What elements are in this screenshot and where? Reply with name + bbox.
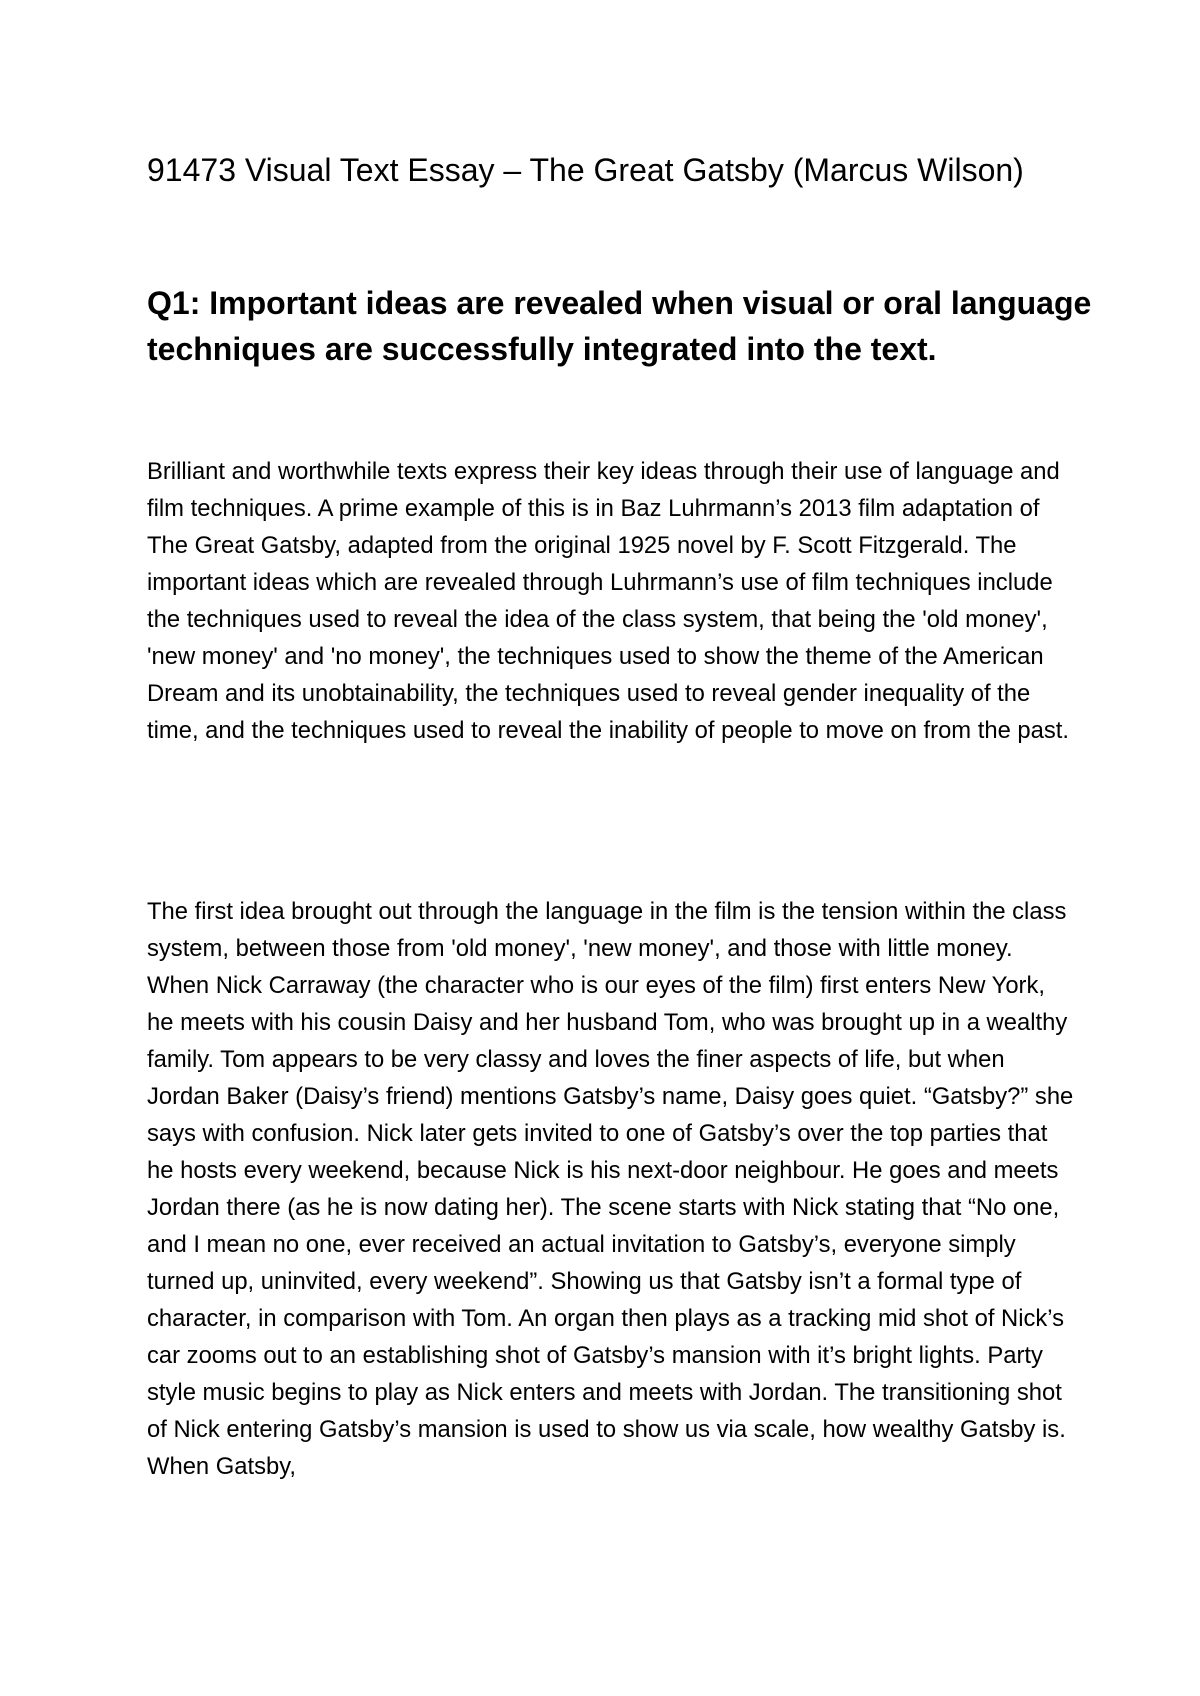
paragraph-introduction: Brilliant and worthwhile texts express their key ideas through their use of language and film techniques. A prime example of this is in Baz Luhrmann’s 2013 film adaptation of The Great Gatsby, adapted from the original 1925 novel by F. Scott Fitzgerald. The important ideas which are revealed through Luhrmann’s use of film techniques include the techniques used to reveal the idea of the class system, that being the 'old money', 'new money' and 'no money', the techniques used to show the theme of the American Dream and its unobtainability, the techniques used to reveal gender inequality of the time, and the techniques used to reveal the inability of people to move on from the past. (147, 458, 1070, 744)
document-title: 91473 Visual Text Essay – The Great Gatsby (Marcus Wilson) (147, 152, 1024, 188)
question-text: : Important ideas are revealed when visual or oral language techniques are successfully integrated into the text. (147, 285, 1092, 367)
paragraph-class-system: The first idea brought out through the language in the film is the tension within the class system, between those from 'old money', 'new money', and those with little money. When Nick Carraway (the character who is our eyes of the film) first enters New York, he meets with his cousin Daisy and her husband Tom, who was brought up in a wealthy family. Tom appears to be very classy and loves the finer aspects of life, but when Jordan Baker (Daisy’s friend) mentions Gatsby’s name, Daisy goes quiet. “Gatsby?” she says with confusion. Nick later gets invited to one of Gatsby’s over the top parties that he hosts every weekend, because Nick is his next-door neighbour. He goes and meets Jordan there (as he is now dating her). The scene starts with Nick stating that “No one, and I mean no one, ever received an actual invitation to Gatsby’s, everyone simply turned up, uninvited, every weekend”. Showing us that Gatsby isn’t a formal type of character, in comparison with Tom. An organ then plays as a tracking mid shot of Nick’s car zooms out to an establishing shot of Gatsby’s mansion with it’s bright lights. Party style music begins to play as Nick enters and meets with Jordan. The transitioning shot of Nick entering Gatsby’s mansion is used to show us via scale, how wealthy Gatsby is. When Gatsby, (147, 898, 1074, 1480)
question-label: Q1 (147, 285, 190, 321)
essay-question (147, 280, 1107, 372)
